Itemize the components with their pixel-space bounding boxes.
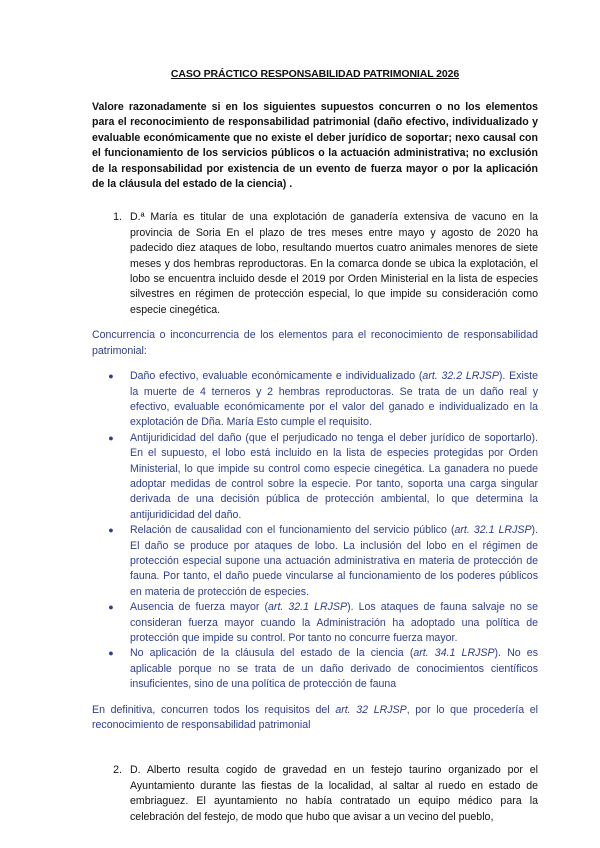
requirement-item (92, 646, 538, 692)
bullet-icon: ● (108, 648, 114, 659)
article-reference: art. 32.1 LRJSP (454, 524, 532, 537)
requirement-item (92, 369, 538, 431)
article-reference: art. 34.1 LRJSP (413, 647, 495, 660)
requirement-text: No aplicación de la cláusula del estado de la ciencia (art. 34.1 LRJSP). No es aplicable porque no se trata de un daño derivado de conocimientos científicos insuficientes, sino de una política de protección de fauna (130, 647, 538, 691)
bullet-icon: ● (108, 432, 114, 443)
requirement-text: Antijuridicidad del daño (que el perjudicado no tenga el deber jurídico de soportarlo). En el supuesto, el lobo está incluido en la lista de especies protegidas por Orden Ministerial, lo que impide su control como especie cinegética. La ganadera no puede adoptar medidas de control sobre la especie. Por tanto, soporta una carga singular derivada de una decisión pública de protección ambiental, lo que determina la antijuridicidad del daño. (130, 431, 538, 521)
analysis-heading: Concurrencia o inconcurrencia de los elementos para el reconocimiento de responsabilidad patrimonial: (92, 329, 538, 357)
article-reference: art. 32.1 LRJSP (268, 601, 348, 614)
requirement-item (92, 431, 538, 523)
case-2-number: 2. (113, 764, 122, 777)
requirement-item (92, 523, 538, 600)
bullet-icon: ● (108, 525, 114, 536)
requirement-text: Relación de causalidad con el funcionamiento del servicio público (art. 32.1 LRJSP). El daño se produce por ataques de lobo. La inclusión del lobo en el régimen de protección especial supone una actuación administrativa en materia de protección de fauna. Por tanto, el daño puede vincularse al funcionamiento de los poderes públicos en materia de protección de especies. (130, 524, 538, 598)
requirement-text: Daño efectivo, evaluable económicamente e individualizado (art. 32.2 LRJSP). Existe la muerte de 4 terneros y 2 hembras reproductoras. Se trata de un daño real y efectivo, evaluable económicamente por el valor del ganado e individualizado en la explotación de Dña. María Esto cumple el requisito. (130, 370, 538, 429)
conclusion-paragraph: En definitiva, concurren todos los requisitos del art. 32 LRJSP, por lo que procedería el reconocimiento de responsabilidad patrimonial (92, 703, 539, 732)
case-1-text: D.ª María es titular de una explotación de ganadería extensiva de vacuno en la provincia de Soria En el plazo de tres meses entre mayo y agosto de 2020 ha padecido diez ataques de lobo, resultando muertos cuatro animales menores de siete meses y dos hembras reproductoras. En la comarca donde se ubica la explotación, el lobo se encuentra incluido desde el 2019 por Orden Ministerial en la lista de especies silvestres en régimen de protección especial, lo que impide su consideración como especie cinegética. (130, 211, 538, 316)
case-1-number: 1. (113, 211, 122, 224)
case-2 (92, 763, 538, 825)
requirements-list (92, 369, 538, 693)
requirement-text: Ausencia de fuerza mayor (art. 32.1 LRJSP). Los ataques de fauna salvaje no se consideran fuerza mayor cuando la Administración ha adoptado una política de protección que impide su control. Por tanto no concurre fuerza mayor. (130, 601, 538, 644)
bullet-icon: ● (108, 371, 114, 382)
bullet-icon: ● (108, 602, 114, 613)
article-reference: art. 32.2 LRJSP (422, 370, 499, 383)
case-2-text: D. Alberto resulta cogido de gravedad en un festejo taurino organizado por el Ayuntamiento durante las fiestas de la localidad, al saltar al ruedo en estado de embriaguez. El ayuntamiento no había contratado un equipo médico para la celebración del festejo, de modo que hubo que avisar a un vecino del pueblo, (130, 764, 538, 823)
document-title: CASO PRÁCTICO RESPONSABILIDAD PATRIMONIAL 2026 (170, 68, 460, 80)
case-1 (92, 210, 538, 318)
requirement-item (92, 600, 538, 646)
instructions-paragraph: Valore razonadamente si en los siguientes supuestos concurren o no los elementos para el reconocimiento de responsabilidad patrimonial (daño efectivo, individualizado y evaluable económicamente que no existe el deber jurídico de soportar; nexo causal con el funcionamiento de los servicios públicos o la actuación administrativa; no exclusión de la responsabilidad por existencia de un evento de fuerza mayor o por la aplicación de la cláusula del estado de la ciencia) . (92, 101, 538, 191)
article-reference: art. 32 LRJSP (335, 703, 407, 716)
